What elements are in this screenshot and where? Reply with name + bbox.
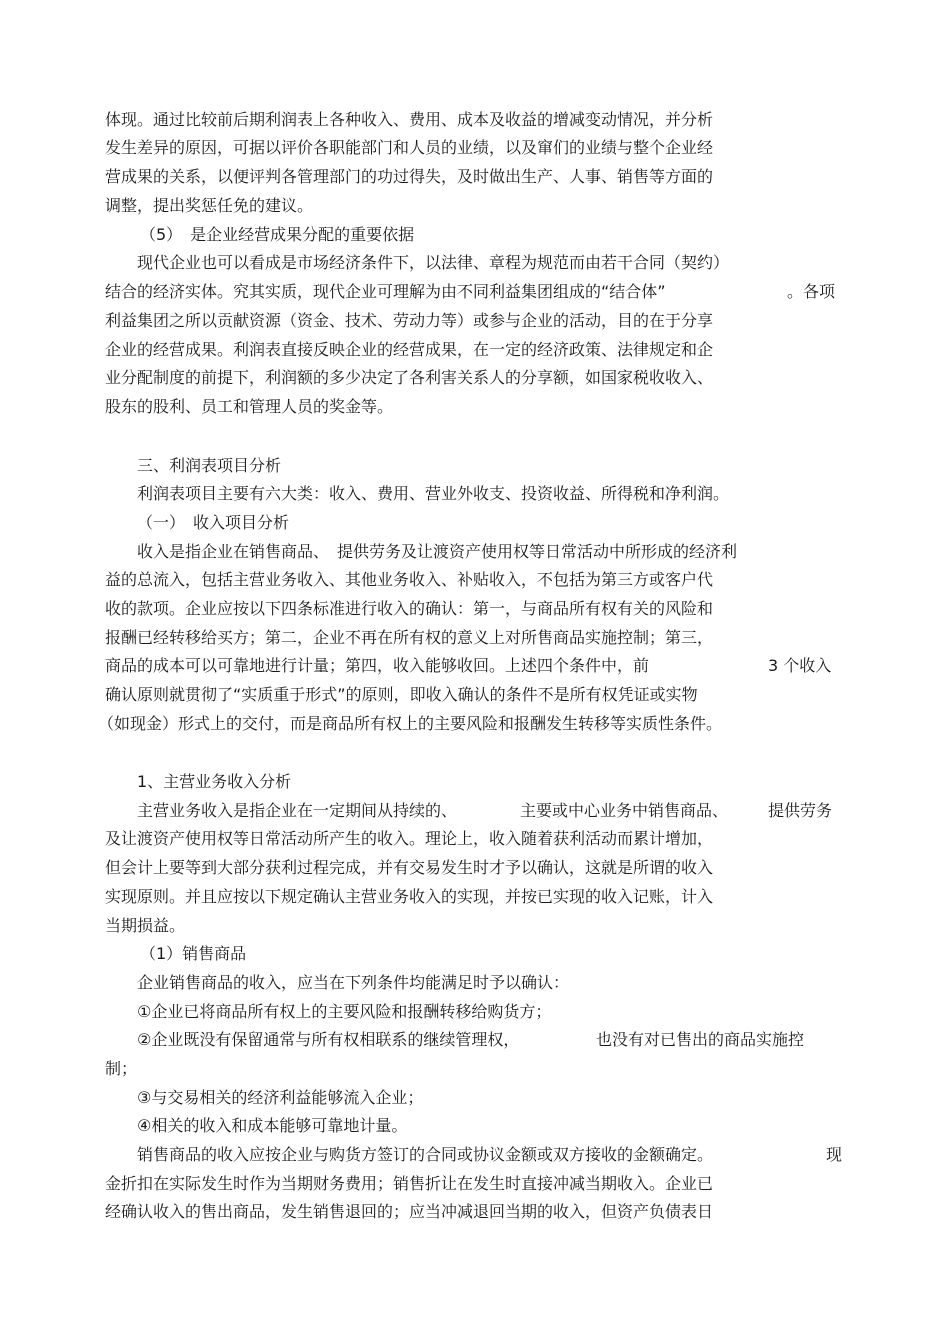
- text-fragment: 现: [826, 1145, 843, 1164]
- text-line: 及让渡资产使用权等日常活动所产生的收入。理论上，收入随着获利活动而累计增加，: [105, 829, 714, 848]
- list-item: ②企业既没有保留通常与所有权相联系的继续管理权，: [137, 1030, 520, 1049]
- list-item: ④相关的收入和成本能够可靠地计量。: [137, 1116, 408, 1135]
- text-fragment: 3 个收入: [768, 656, 832, 675]
- text-line: 销售商品的收入应按企业与购货方签订的合同或协议金额或双方接收的金额确定。: [137, 1145, 714, 1164]
- text-line: 调整，提出奖惩任免的建议。: [105, 196, 314, 215]
- text-line: 收入是指企业在销售商品、 提供劳务及让渡资产使用权等日常活动中所形成的经济利: [137, 542, 738, 561]
- text-fragment: 。各项: [787, 282, 836, 301]
- text-line: 结合的经济实体。究其实质，现代企业可理解为由不同利益集团组成的“结合体”: [105, 282, 666, 301]
- text-fragment: 也没有对已售出的商品实施控: [596, 1030, 805, 1049]
- section-heading: （一） 收入项目分析: [137, 513, 290, 532]
- text-line: 但会计上要等到大部分获利过程完成，并有交易发生时才予以确认，这就是所谓的收入: [105, 858, 714, 877]
- section-heading: 1、主营业务收入分析: [137, 772, 292, 791]
- text-line: 现代企业也可以看成是市场经济条件下，以法律、章程为规范而由若干合同（契约）: [137, 253, 730, 272]
- text-line: 利润表项目主要有六大类：收入、费用、营业外收支、投资收益、所得税和净利润。: [137, 484, 730, 503]
- text-fragment: 主要或中心业务中销售商品、: [520, 801, 729, 820]
- section-heading: 三、利润表项目分析: [137, 456, 282, 475]
- text-line: 主营业务收入是指企业在一定期间从持续的、: [137, 801, 458, 820]
- text-line: 股东的股利、员工和管理人员的奖金等。: [105, 397, 394, 416]
- text-line: 制；: [105, 1059, 138, 1078]
- text-line: 收的款项。企业应按以下四条标准进行收入的确认：第一，与商品所有权有关的风险和: [105, 599, 714, 618]
- text-line: 营成果的关系，以便评判各管理部门的功过得失，及时做出生产、人事、销售等方面的: [105, 167, 714, 186]
- text-line: 实现原则。并且应按以下规定确认主营业务收入的实现，并按已实现的收入记账，计入: [105, 887, 714, 906]
- list-item: ③与交易相关的经济利益能够流入企业；: [137, 1088, 424, 1107]
- text-line: 确认原则就贯彻了“实质重于形式”的原则，即收入确认的条件不是所有权凭证或实物: [105, 685, 698, 704]
- text-line: 当期损益。: [105, 916, 186, 935]
- section-heading: （5） 是企业经营成果分配的重要依据: [140, 225, 415, 244]
- text-line: 商品的成本可以可靠地进行计量；第四，收入能够收回。上述四个条件中，前: [105, 656, 650, 675]
- text-line: 益的总流入，包括主营业务收入、其他业务收入、补贴收入，不包括为第三方或客户代: [105, 570, 714, 589]
- section-heading: （1）销售商品: [140, 944, 247, 963]
- text-line: 利益集团之所以贡献资源（资金、技术、劳动力等）或参与企业的活动，目的在于分享: [105, 311, 714, 330]
- text-line: 发生差异的原因，可据以评价各职能部门和人员的业绩，以及窜们的业绩与整个企业经: [105, 138, 714, 157]
- text-line: 报酬已经转移给买方；第二，企业不再在所有权的意义上对所售商品实施控制；第三，: [105, 628, 714, 647]
- text-line: 企业的经营成果。利润表直接反映企业的经营成果，在一定的经济政策、法律规定和企: [105, 340, 714, 359]
- text-line: 金折扣在实际发生时作为当期财务费用；销售折让在发生时直接冲减当期收入。企业已: [105, 1174, 714, 1193]
- text-line: 业分配制度的前提下，利润额的多少决定了各利害关系人的分享额，如国家税收收入、: [105, 368, 714, 387]
- text-line: 经确认收入的售出商品，发生销售退回的；应当冲减退回当期的收入，但资产负债表日: [105, 1202, 714, 1221]
- list-item: ①企业已将商品所有权上的主要风险和报酬转移给购货方；: [137, 1002, 552, 1021]
- text-line: 体现。通过比较前后期利润表上各种收入、费用、成本及收益的增减变动情况，并分析: [105, 110, 714, 129]
- text-line: 企业销售商品的收入，应当在下列条件均能满足时予以确认：: [137, 973, 570, 992]
- text-fragment: 提供劳务: [768, 801, 833, 820]
- text-line: （如现金）形式上的交付，而是商品所有权上的主要风险和报酬发生转移等实质性条件。: [98, 714, 723, 733]
